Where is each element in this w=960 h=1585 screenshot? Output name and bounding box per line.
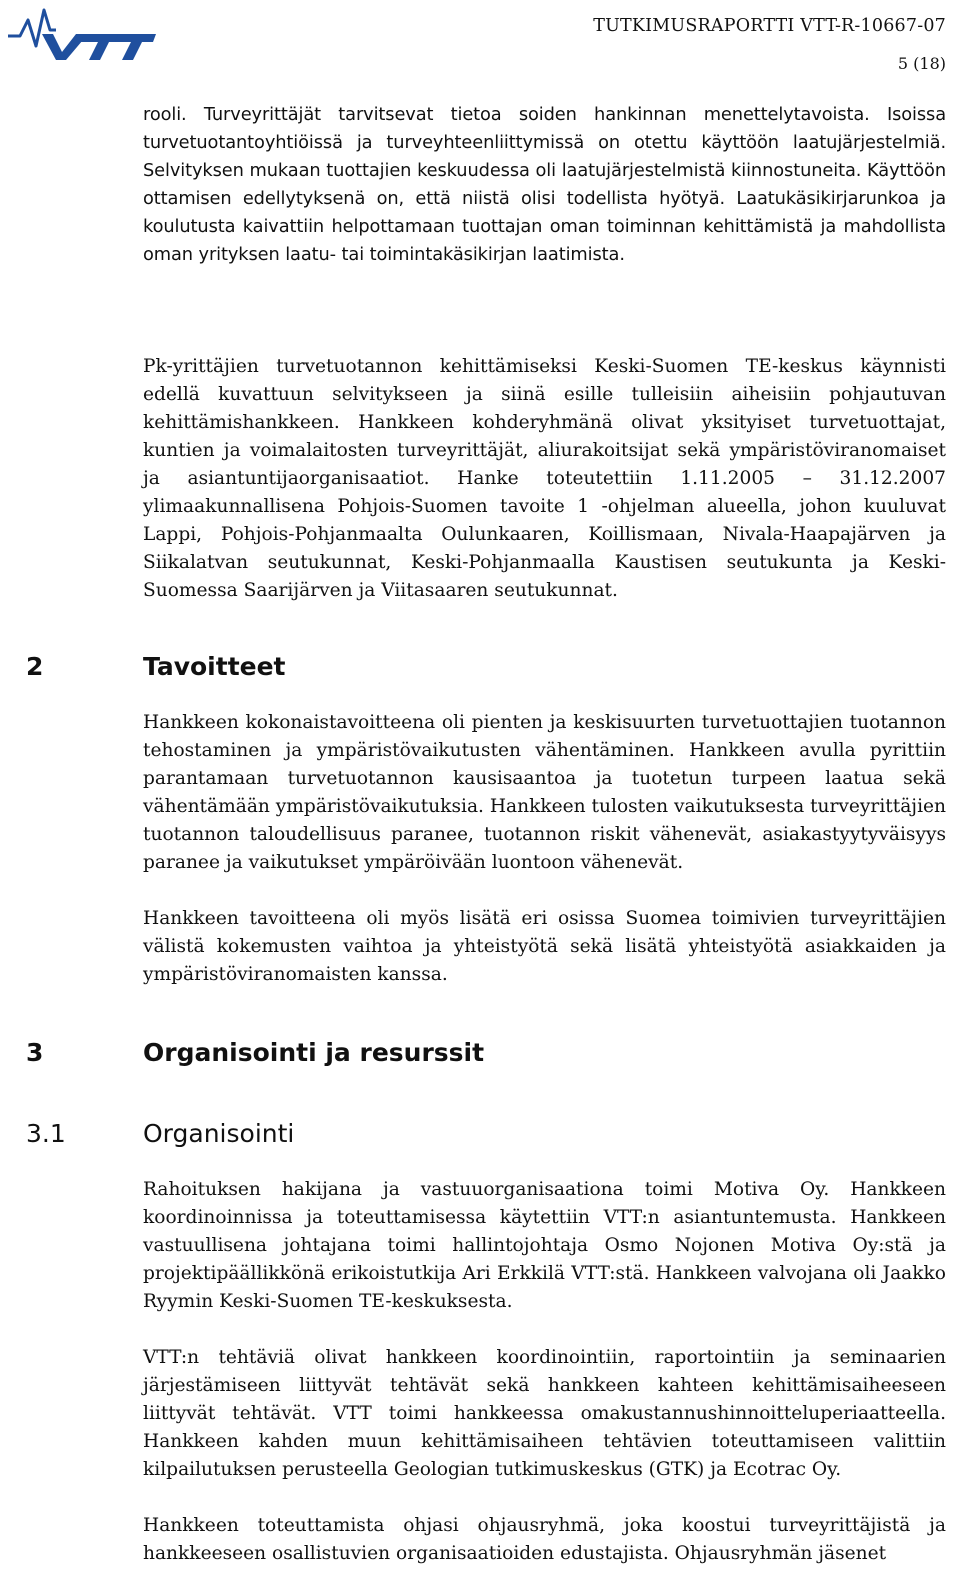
section-3-number: 3 bbox=[26, 1038, 44, 1067]
subsection-3-1-heading bbox=[26, 1119, 294, 1148]
section-2-number: 2 bbox=[26, 652, 44, 681]
section-2-paragraph-2: Hankkeen tavoitteena oli myös lisätä eri osissa Suomea toimivien turveyrittäjien välistä kokemusten vaihtoa ja yhteistyötä sekä lisätä yhteistyötä asiakkaiden ja ympäristöviranomaisten kanssa. bbox=[143, 908, 946, 985]
subsection-3-1-paragraph-2: VTT:n tehtäviä olivat hankkeen koordinointiin, raportointiin ja seminaarien järjestämiseen liittyvät tehtävät sekä hankkeen kahteen kehittämisaiheeseen liittyvät tehtävät. VTT toimi hankkeessa omakustannushinnoitteluperiaatteella. Hankkeen kahden muun kehittämisaiheen tehtävien toteuttamiseen valittiin kilpailutuksen perusteella Geologian tutkimuskeskus (GTK) ja Ecotrac Oy. bbox=[143, 1347, 946, 1480]
subsection-3-1-paragraph-1: Rahoituksen hakijana ja vastuuorganisaationa toimi Motiva Oy. Hankkeen koordinoinnissa ja toteuttamisessa käytettiin VTT:n asiantuntemusta. Hankkeen vastuullisena johtajana toimi hallintojohtaja Osmo Nojonen Motiva Oy:stä ja projektipäällikkönä erikoistutkija Ari Erkkilä VTT:stä. Hankkeen valvojana oli Jaakko Ryymin Keski-Suomen TE-keskuksesta. bbox=[143, 1179, 946, 1312]
background-paragraph: Pk-yrittäjien turvetuotannon kehittämiseksi Keski-Suomen TE-keskus käynnisti edellä kuvattuun selvitykseen ja siinä esille tulleisiin aiheisiin pohjautuvan kehittämishankkeen. Hankkeen kohderyhmänä olivat yksityiset turvetuottajat, kuntien ja voimalaitosten turveyrittäjät, aliurakoitsijat sekä ympäristöviranomaiset ja asiantuntijaorganisaatiot. Hanke toteutettiin 1.11.2005 – 31.12.2007 ylimaakunnallisena Pohjois-Suomen tavoite 1 -ohjelman alueella, johon kuuluvat Lappi, Pohjois-Pohjanmaalta Oulunkaaren, Koillismaan, Nivala-Haapajärven ja Siikalatvan seutukunnat, Keski-Pohjanmaalla Kaustisen seutukunta ja Keski-Suomessa Saarijärven ja Viitasaaren seutukunnat. bbox=[143, 356, 946, 601]
section-2-title: Tavoitteet bbox=[143, 652, 286, 681]
report-id: TUTKIMUSRAPORTTI VTT-R-10667-07 bbox=[593, 16, 946, 36]
section-2-heading bbox=[26, 652, 286, 681]
vtt-logo-text: VTT bbox=[6, 6, 8, 7]
subsection-3-1-title: Organisointi bbox=[143, 1119, 295, 1148]
subsection-3-1-paragraph-3: Hankkeen toteuttamista ohjasi ohjausryhmä, joka koostui turveyrittäjistä ja hankkeeseen osallistuvien organisaatioiden edustajista. Ohjausryhmän jäsenet bbox=[143, 1515, 946, 1564]
vtt-logo bbox=[6, 6, 156, 62]
intro-paragraph: rooli. Turveyrittäjät tarvitsevat tietoa soiden hankinnan menettelytavoista. Isoissa turvetuotantoyhtiöissä ja turveyhteenliittymissä on otettu käyttöön laatujärjestelmiä. Selvityksen mukaan tuottajien keskuudessa oli laatujärjestelmistä kiinnostuneita. Käyttöön ottamisen edellytyksenä on, että niistä olisi todellista hyötyä. Laatukäsikirjarunkoa ja koulutusta kaivattiin helpottamaan tuottajan oman toiminnan kehittämistä ja mahdollista oman yrityksen laatu- tai toimintakäsikirjan laatimista. bbox=[143, 104, 946, 265]
page-number: 5 (18) bbox=[897, 54, 946, 73]
section-3-title: Organisointi ja resurssit bbox=[143, 1038, 485, 1067]
section-2-paragraph-1: Hankkeen kokonaistavoitteena oli pienten ja keskisuurten turvetuottajien tuotannon tehostaminen ja ympäristövaikutusten vähentäminen. Hankkeen avulla pyrittiin parantamaan turvetuotannon kausisaantoa ja tuotetun turpeen laatua sekä vähentämään ympäristövaikutuksia. Hankkeen tulosten vaikutuksesta turveyrittäjien tuotannon taloudellisuus paranee, tuotannon riskit vähenevät, asiakastyytyväisyys paranee ja vaikutukset ympäröivään luontoon vähenevät. bbox=[143, 712, 946, 873]
section-3-heading bbox=[26, 1038, 484, 1067]
subsection-3-1-number: 3.1 bbox=[26, 1119, 66, 1148]
